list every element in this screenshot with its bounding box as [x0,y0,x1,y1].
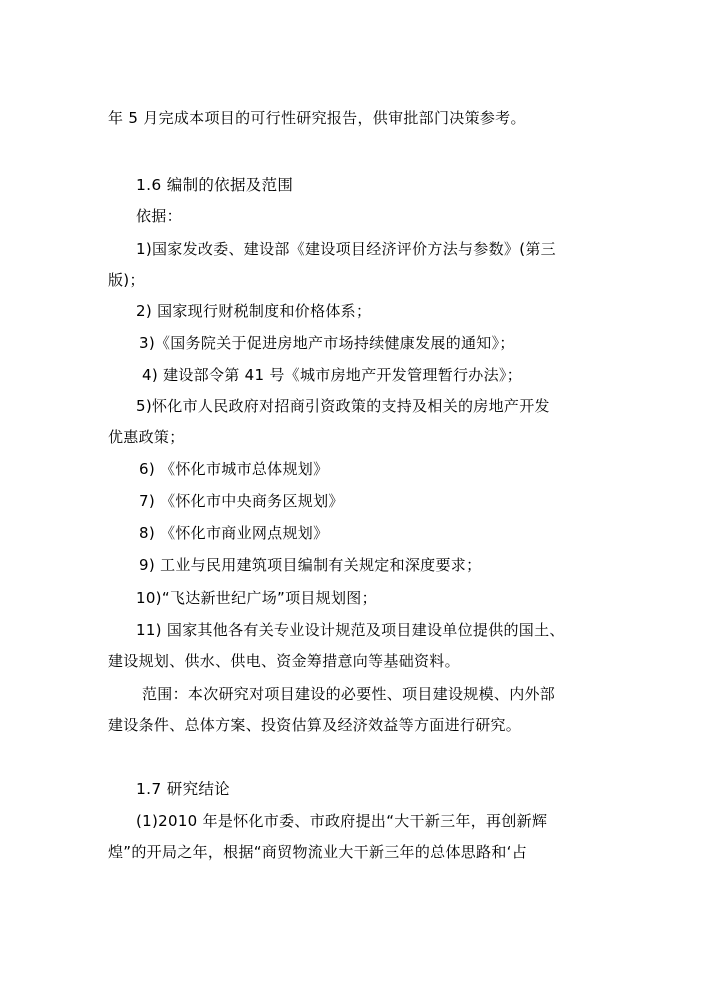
list-item: 8) 《怀化市商业网点规划》 [139,524,329,542]
list-item: 6) 《怀化市城市总体规划》 [139,460,329,478]
list-item: 4) 建设部令第 41 号《城市房地产开发管理暂行办法》； [142,366,522,384]
scope-paragraph: 范围：本次研究对项目建设的必要性、项目建设规模、内外部 [142,685,556,703]
text-line: 版)； [108,271,145,289]
section-heading: 1.6 编制的依据及范围 [136,176,294,194]
text-line: 建设条件、总体方案、投资估算及经济效益等方面进行研究。 [108,716,522,734]
list-item: 1)国家发改委、建设部《建设项目经济评价方法与参数》(第三 [136,240,556,258]
list-item: (1)2010 年是怀化市委、市政府提出“大干新三年，再创新辉 [136,812,548,830]
text-line: 煌”的开局之年，根据“商贸物流业大干新三年的总体思路和‘占 [108,843,528,861]
list-item: 5)怀化市人民政府对招商引资政策的支持及相关的房地产开发 [136,397,550,415]
text-line: 年 5 月完成本项目的可行性研究报告，供审批部门决策参考。 [108,109,526,127]
section-heading: 1.7 研究结论 [136,780,230,798]
list-item: 10)“飞达新世纪广场”项目规划图； [136,589,377,607]
list-item: 9) 工业与民用建筑项目编制有关规定和深度要求； [139,556,482,574]
list-item: 11) 国家其他各有关专业设计规范及项目建设单位提供的国土、 [136,621,565,639]
text-line: 优惠政策； [108,428,185,446]
list-item: 7) 《怀化市中央商务区规划》 [139,492,344,510]
list-item: 3)《国务院关于促进房地产市场持续健康发展的通知》； [139,334,515,352]
list-item: 2) 国家现行财税制度和价格体系； [136,302,372,320]
text-line: 依据： [136,207,182,225]
text-line: 建设规划、供水、供电、资金筹措意向等基础资料。 [108,652,460,670]
